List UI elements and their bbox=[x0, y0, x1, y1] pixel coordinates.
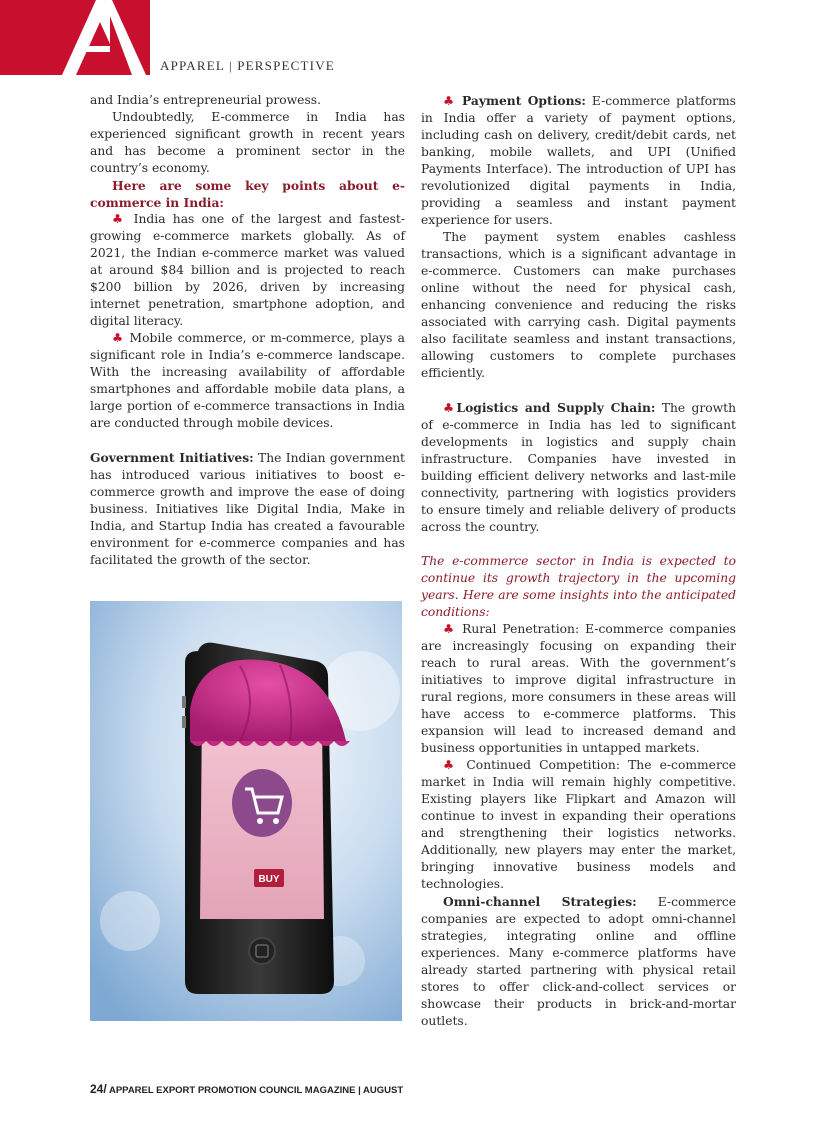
body-text: The growth of e-commerce in India has led to significant developments in logistics and supply chain infrastructure. Companies have invested in building efficient delivery networks and last-mile connectivity, partnering with logistics providers to ensure timely and reliable delivery of products across the country. bbox=[421, 401, 736, 534]
smartphone-shop-photo bbox=[90, 601, 402, 1021]
bullet-text: Continued Competition: The e-commerce market in India will remain highly competitive. Existing players like Flipkart and Amazon will continue to invest in expanding their operations and strengthening their logistics networks. Additionally, new players may enter the market, bringing innovative business models and technologies. bbox=[421, 758, 736, 891]
paragraph: and India’s entrepreneurial prowess. bbox=[90, 93, 321, 107]
bullet-item bbox=[90, 330, 405, 432]
body-text: E-commerce companies are expected to adopt omni-channel strategies, integrating online and offline experiences. Many e-commerce platforms have already started partnering with physical retail stores to offer click-and-collect services or showcase their products in brick-and-mortar outlets. bbox=[421, 895, 736, 1028]
paragraph: The payment system enables cashless transactions, which is a significant advantage in e-commerce. Customers can make purchases online without the need for physical cash, enhancing convenience and reducing the risks associated with carrying cash. Digital payments also facilitate seamless and instant transactions, allowing customers to complete purchases efficiently. bbox=[421, 230, 736, 380]
subheading: Logistics and Supply Chain: bbox=[456, 400, 656, 415]
left-column bbox=[90, 92, 405, 569]
page-footer bbox=[90, 1082, 403, 1096]
paragraph bbox=[90, 449, 405, 569]
club-bullet-icon: ♣ bbox=[443, 94, 457, 108]
page-number: 24/ bbox=[90, 1082, 107, 1096]
body-text: The Indian government has introduced various initiatives to boost e-commerce growth and improve the ease of doing business. Initiatives like Digital India, Make in India, and Startup India has created a favourable environment for e-commerce companies and has facilitated the growth of the sector. bbox=[90, 451, 405, 567]
subheading: Government Initiatives: bbox=[90, 450, 254, 465]
club-bullet-icon: ♣ bbox=[112, 212, 127, 226]
club-bullet-icon: ♣ bbox=[443, 622, 457, 636]
body-text: E-commerce platforms in India offer a variety of payment options, including cash on delivery, credit/debit cards, net banking, mobile wallets, and UPI (Unified Payments Interface). The introduction of UPI has revolutionized digital payments in India, providing a seamless and instant payment experience for users. bbox=[421, 94, 736, 227]
buy-label: BUY bbox=[258, 874, 280, 885]
paragraph bbox=[421, 893, 736, 1030]
bullet-item bbox=[421, 757, 736, 893]
club-bullet-icon: ♣ bbox=[443, 758, 459, 772]
bullet-text: Rural Penetration: E-commerce companies are increasingly focusing on expanding their reach to rural areas. With the government’s initiatives to improve digital infrastructure in rural regions, more consumers in these areas will have access to e-commerce platforms. This expansion will lead to increased demand and business opportunities in untapped markets. bbox=[421, 622, 736, 755]
paragraph bbox=[421, 92, 736, 229]
paragraph: Undoubtedly, E-commerce in India has experienced significant growth in recent years and has become a prominent sector in the country’s economy. bbox=[90, 110, 405, 175]
outlook-intro: The e-commerce sector in India is expected to continue its growth trajectory in the upcoming years. Here are some insights into the anticipated conditions: bbox=[421, 554, 736, 619]
bullet-text: India has one of the largest and fastest-growing e-commerce markets globally. As of 2021, the Indian e-commerce market was valued at around $84 billion and is projected to reach $200 billion by 2026, driven by increasing internet penetration, smartphone adoption, and digital literacy. bbox=[90, 212, 405, 328]
right-column bbox=[421, 92, 736, 1030]
club-bullet-icon: ♣ bbox=[112, 331, 125, 345]
section-header: APPAREL | PERSPECTIVE bbox=[160, 58, 335, 73]
club-bullet-icon: ♣ bbox=[443, 401, 457, 415]
magazine-logo bbox=[0, 0, 150, 75]
key-points-heading: Here are some key points about e-commerce in India: bbox=[90, 178, 405, 210]
subheading: Omni-channel Strategies: bbox=[443, 894, 637, 909]
publication-name: APPAREL EXPORT PROMOTION COUNCIL MAGAZINE | AUGUST bbox=[108, 1085, 404, 1096]
paragraph bbox=[421, 399, 736, 536]
bullet-item bbox=[90, 211, 405, 330]
bullet-text: Mobile commerce, or m-commerce, plays a significant role in India’s e-commerce landscape. With the increasing availability of affordable smartphones and affordable mobile data plans, a large portion of e-commerce transactions in India are conducted through mobile devices. bbox=[90, 331, 405, 430]
subheading: Payment Options: bbox=[461, 93, 586, 108]
bullet-item bbox=[421, 621, 736, 757]
